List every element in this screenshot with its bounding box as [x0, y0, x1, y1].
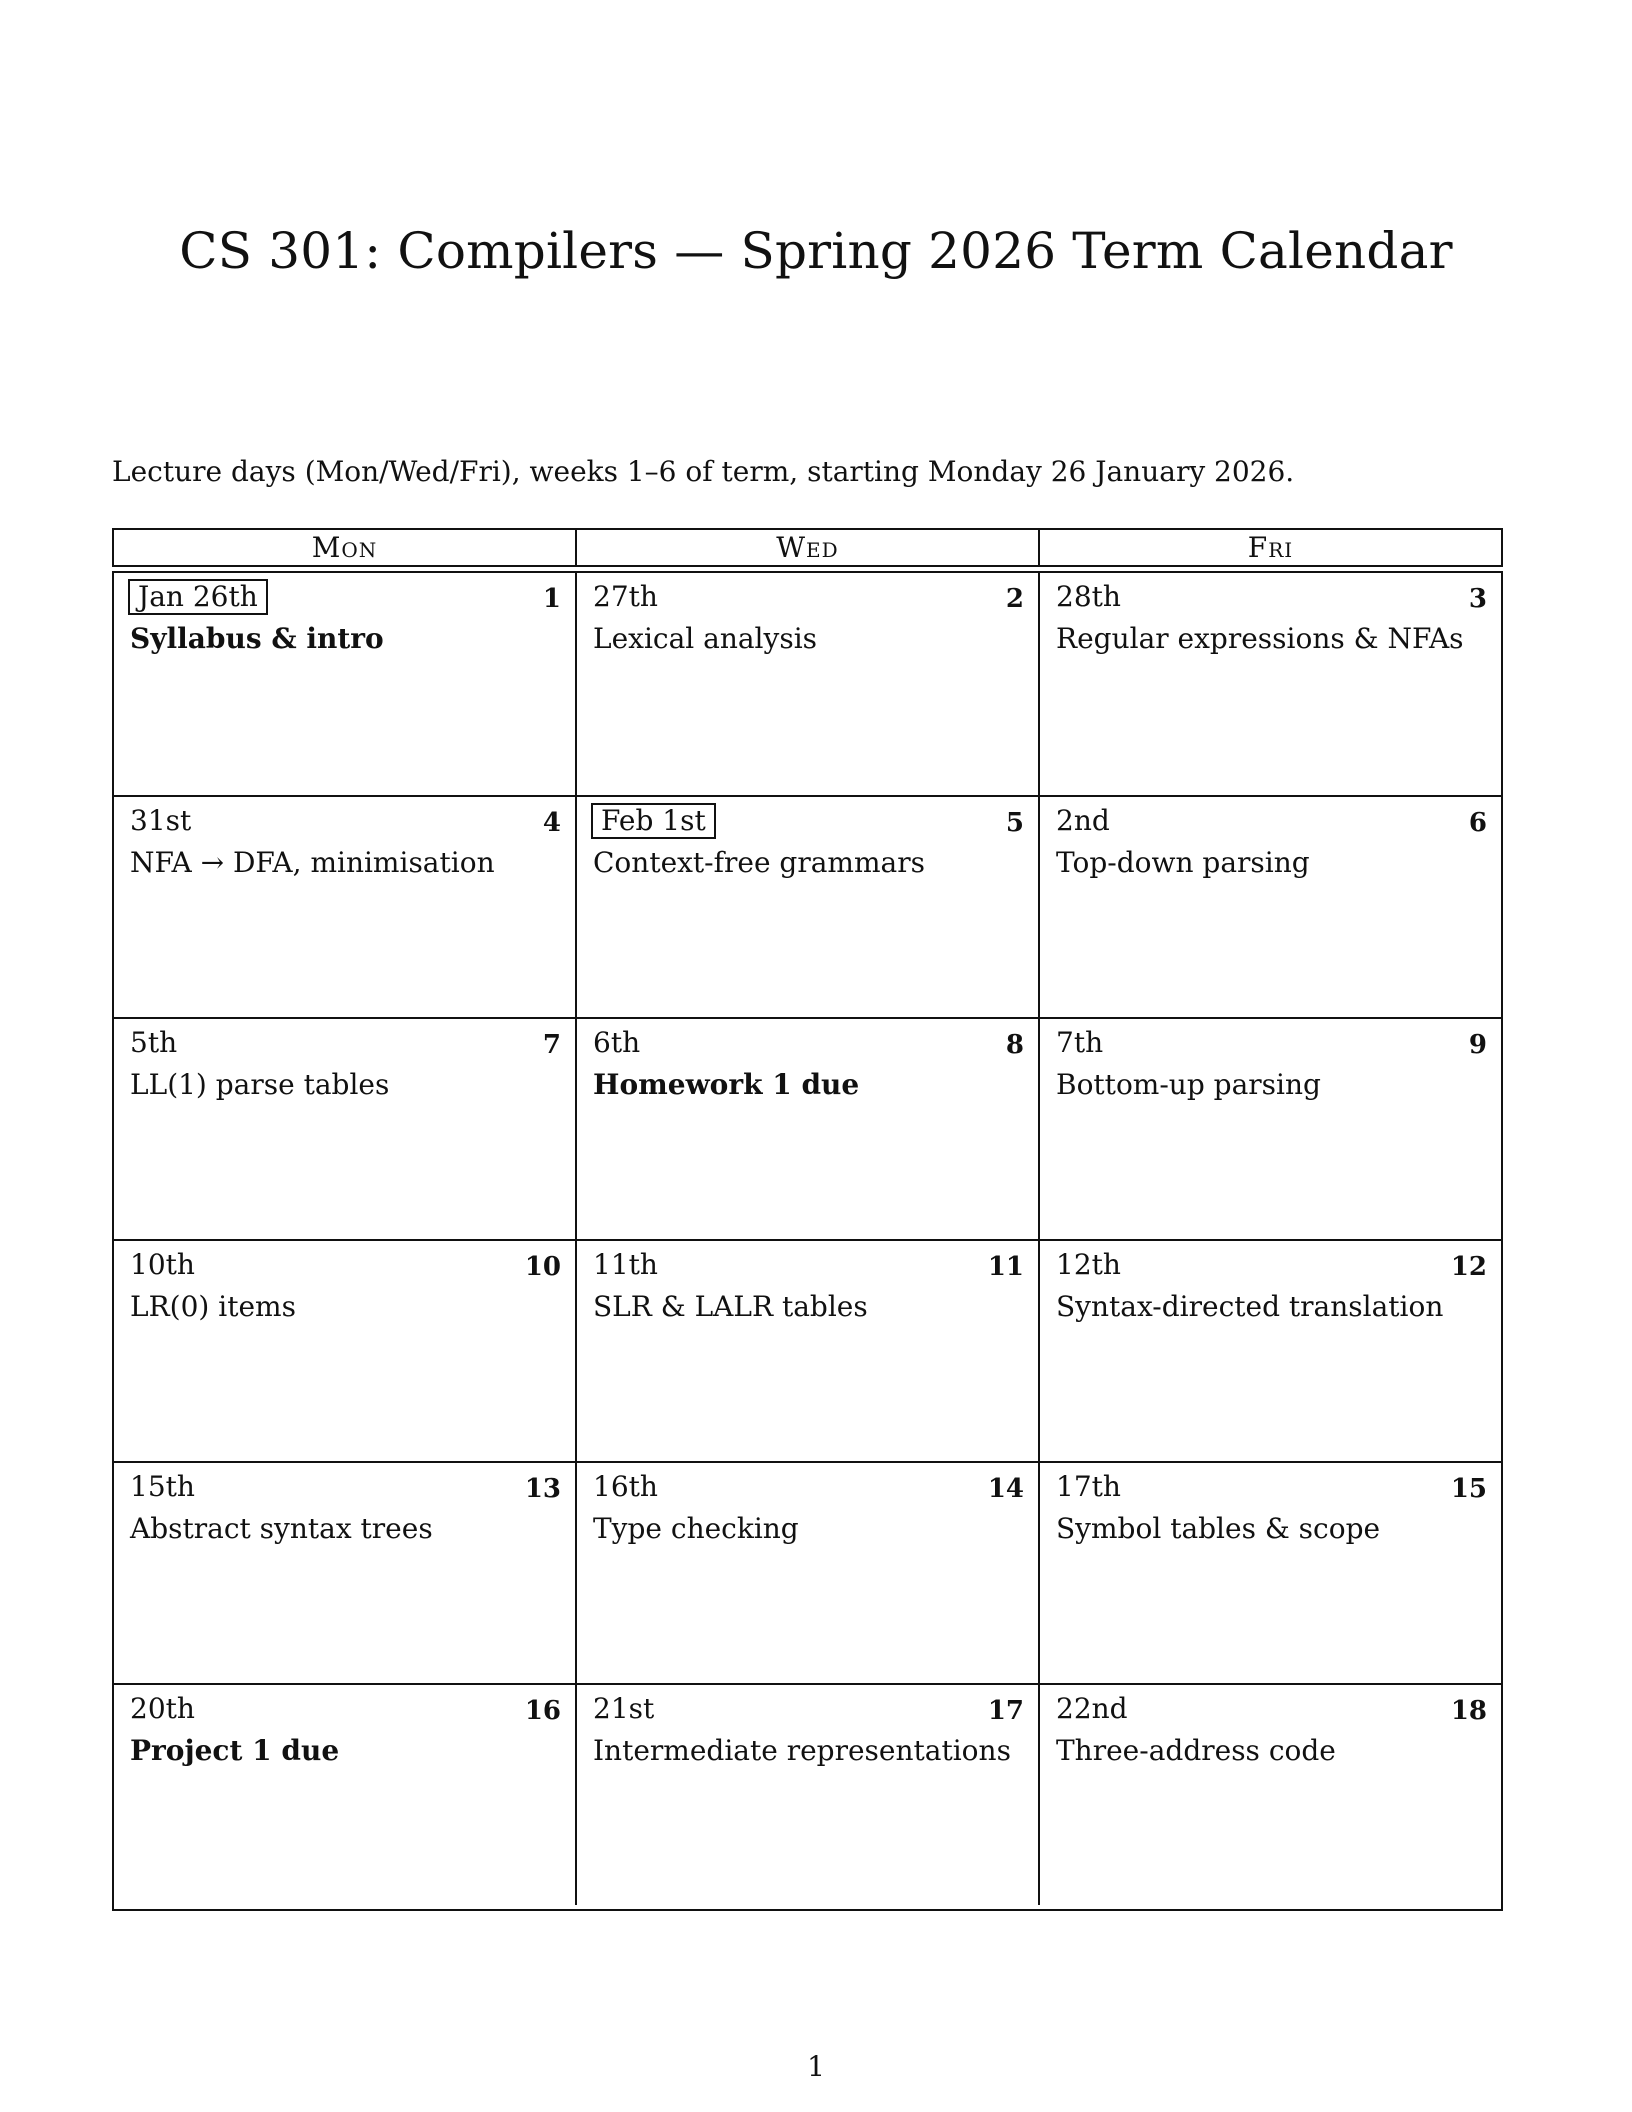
page-number: 1 [807, 2050, 825, 2083]
lecture-topic: Top-down parsing [1056, 846, 1310, 879]
lecture-number: 1 [542, 584, 561, 614]
calendar-header [112, 528, 1503, 567]
week-row [114, 1461, 1501, 1683]
calendar-cell [114, 797, 575, 1017]
cell-date: 27th [593, 580, 658, 613]
calendar-cell [1038, 797, 1501, 1017]
lecture-topic: LL(1) parse tables [130, 1068, 390, 1101]
cell-date: 17th [1056, 1470, 1121, 1503]
lecture-number: 18 [1450, 1696, 1487, 1726]
calendar-cell [114, 1019, 575, 1239]
cell-date: 12th [1056, 1248, 1121, 1281]
lecture-number: 2 [1005, 584, 1024, 614]
cell-date: 15th [130, 1470, 195, 1503]
calendar-cell [575, 797, 1038, 1017]
week-row [114, 1017, 1501, 1239]
week-row [114, 573, 1501, 795]
lecture-number: 16 [524, 1696, 561, 1726]
calendar-cell [1038, 1019, 1501, 1239]
cell-date: 20th [130, 1692, 195, 1725]
cell-date: 7th [1056, 1026, 1104, 1059]
lecture-number: 14 [987, 1474, 1024, 1504]
cell-date: 31st [130, 804, 192, 837]
lecture-topic: Abstract syntax trees [130, 1512, 433, 1545]
calendar-cell [1038, 573, 1501, 795]
calendar-cell [1038, 1241, 1501, 1461]
lecture-topic: Project 1 due [130, 1734, 340, 1767]
cell-date: 2nd [1056, 804, 1110, 837]
calendar-cell [114, 573, 575, 795]
lecture-topic: Three-address code [1056, 1734, 1336, 1767]
document-title: CS 301: Compilers — Spring 2026 Term Calendar [179, 222, 1453, 280]
lecture-topic: Syllabus & intro [130, 622, 384, 655]
cell-date: 10th [130, 1248, 195, 1281]
cell-date: Feb 1st [591, 803, 716, 839]
intro-text: Lecture days (Mon/Wed/Fri), weeks 1–6 of term, starting Monday 26 January 2026. [112, 455, 1295, 488]
lecture-number: 5 [1005, 808, 1024, 838]
cell-date: 21st [593, 1692, 655, 1725]
calendar-cell [1038, 1685, 1501, 1905]
calendar-cell [575, 1685, 1038, 1905]
cell-date: Jan 26th [128, 579, 268, 615]
lecture-number: 8 [1005, 1030, 1024, 1060]
lecture-number: 13 [524, 1474, 561, 1504]
calendar-cell [114, 1241, 575, 1461]
lecture-topic: SLR & LALR tables [593, 1290, 868, 1323]
calendar-cell [1038, 1463, 1501, 1683]
column-header-fri: Fri [1038, 530, 1501, 565]
lecture-topic: Lexical analysis [593, 622, 818, 655]
cell-date: 28th [1056, 580, 1121, 613]
lecture-number: 9 [1468, 1030, 1487, 1060]
cell-date: 16th [593, 1470, 658, 1503]
lecture-number: 4 [542, 808, 561, 838]
week-row [114, 1239, 1501, 1461]
lecture-number: 11 [987, 1252, 1024, 1282]
cell-date: 11th [593, 1248, 658, 1281]
week-row [114, 1683, 1501, 1905]
lecture-topic: Intermediate representations [593, 1734, 1011, 1767]
calendar-grid [112, 571, 1503, 1911]
lecture-number: 12 [1450, 1252, 1487, 1282]
lecture-topic: NFA → DFA, minimisation [130, 846, 495, 879]
lecture-number: 6 [1468, 808, 1487, 838]
lecture-topic: Syntax-directed translation [1056, 1290, 1444, 1323]
lecture-topic: Symbol tables & scope [1056, 1512, 1381, 1545]
calendar-cell [575, 1241, 1038, 1461]
lecture-number: 15 [1450, 1474, 1487, 1504]
lecture-topic: Regular expressions & NFAs [1056, 622, 1464, 655]
calendar-cell [575, 573, 1038, 795]
lecture-number: 17 [987, 1696, 1024, 1726]
column-header-wed: Wed [575, 530, 1038, 565]
lecture-topic: Type checking [593, 1512, 799, 1545]
column-header-mon: Mon [311, 531, 378, 564]
week-row [114, 795, 1501, 1017]
lecture-topic: Context-free grammars [593, 846, 925, 879]
cell-date: 5th [130, 1026, 178, 1059]
cell-date: 6th [593, 1026, 641, 1059]
calendar-cell [575, 1463, 1038, 1683]
lecture-number: 10 [524, 1252, 561, 1282]
lecture-number: 3 [1468, 584, 1487, 614]
lecture-number: 7 [542, 1030, 561, 1060]
lecture-topic: Bottom-up parsing [1056, 1068, 1321, 1101]
cell-date: 22nd [1056, 1692, 1128, 1725]
calendar-cell [575, 1019, 1038, 1239]
lecture-topic: Homework 1 due [593, 1068, 860, 1101]
lecture-topic: LR(0) items [130, 1290, 296, 1323]
calendar-cell [114, 1685, 575, 1905]
calendar-cell [114, 1463, 575, 1683]
